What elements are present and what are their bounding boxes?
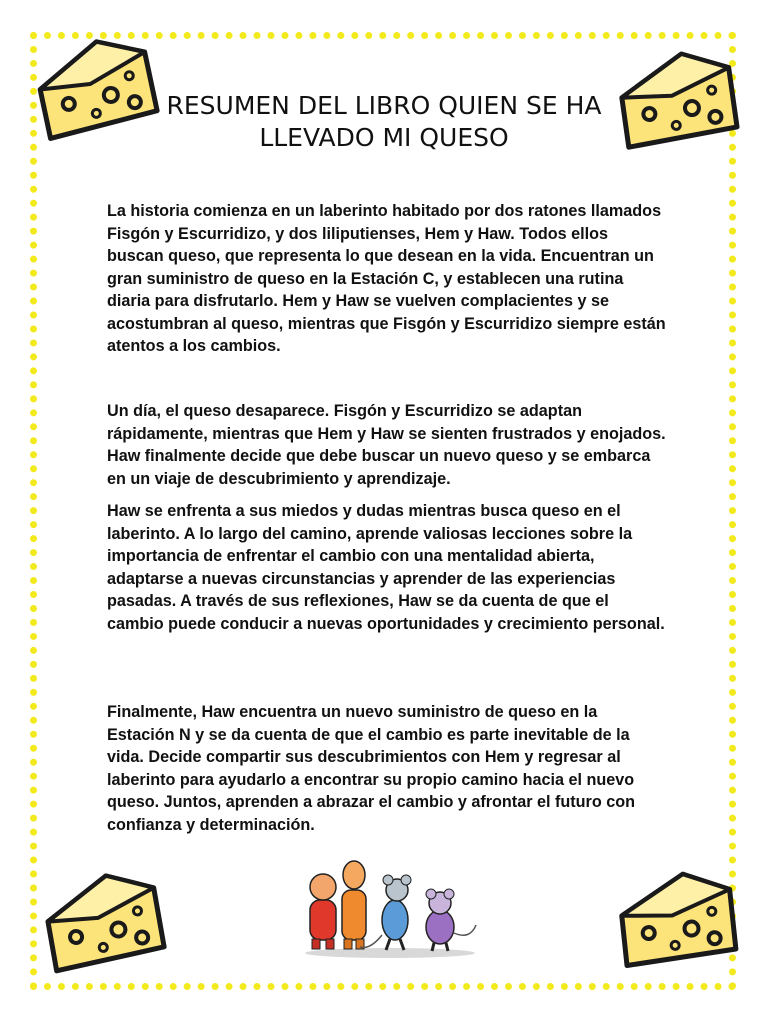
blue-mouse-character (360, 875, 411, 950)
paragraph-haw-journey: Haw se enfrenta a sus miedos y dudas mientras busca queso en el laberinto. A lo largo del camino, aprende valiosas lecciones sobre la importancia de enfrentar el cambio con una mentalidad abierta, adaptarse a nuevas circunstancias y aprender de las experiencias pasadas. A través de sus reflexiones, Haw se da cuenta de que el cambio puede conducir a nuevas oportunidades y crecimiento personal. (107, 502, 665, 633)
haw-character (342, 861, 366, 949)
paragraph-intro: La historia comienza en un laberinto habitado por dos ratones llamados Fisgón y Escurridizo, y dos liliputienses, Hem y Haw. Todos ellos buscan queso, que representa lo que desean en la vida. Encuentran un gran suministro de queso en la Estación C, y establecen una rutina diaria para disfrutarlo. Hem y Haw se vuelven complacientes y se acostumbran al queso, mientras que Fisgón y Escurridizo siempre están atentos a los cambios. (107, 202, 666, 355)
hem-character (310, 874, 336, 949)
cheese-icon (605, 31, 749, 158)
cheese-icon (29, 852, 176, 983)
purple-mouse-character (426, 889, 476, 951)
paragraph-cheese-disappears: Un día, el queso desaparece. Fisgón y Escurridizo se adaptan rápidamente, mientras que Hem y Haw se sienten frustrados y enojados. Haw finalmente decide que debe buscar un nuevo queso y se embarca en un viaje de descubrimiento y aprendizaje. (107, 402, 666, 488)
page-title: RESUMEN DEL LIBRO QUIEN SE HA LLEVADO MI QUESO (166, 91, 602, 152)
cheese-icon (607, 854, 748, 977)
mice-characters-illustration (300, 855, 480, 960)
paragraph-conclusion: Finalmente, Haw encuentra un nuevo suministro de queso en la Estación N y se da cuenta de que el cambio es parte inevitable de la vida. Decide compartir sus descubrimientos con Hem y regresar al laberinto para ayudarlo a encontrar su propio camino hacia el nuevo queso. Juntos, aprenden a abrazar el cambio y afrontar el futuro con confianza y determinación. (107, 703, 636, 834)
